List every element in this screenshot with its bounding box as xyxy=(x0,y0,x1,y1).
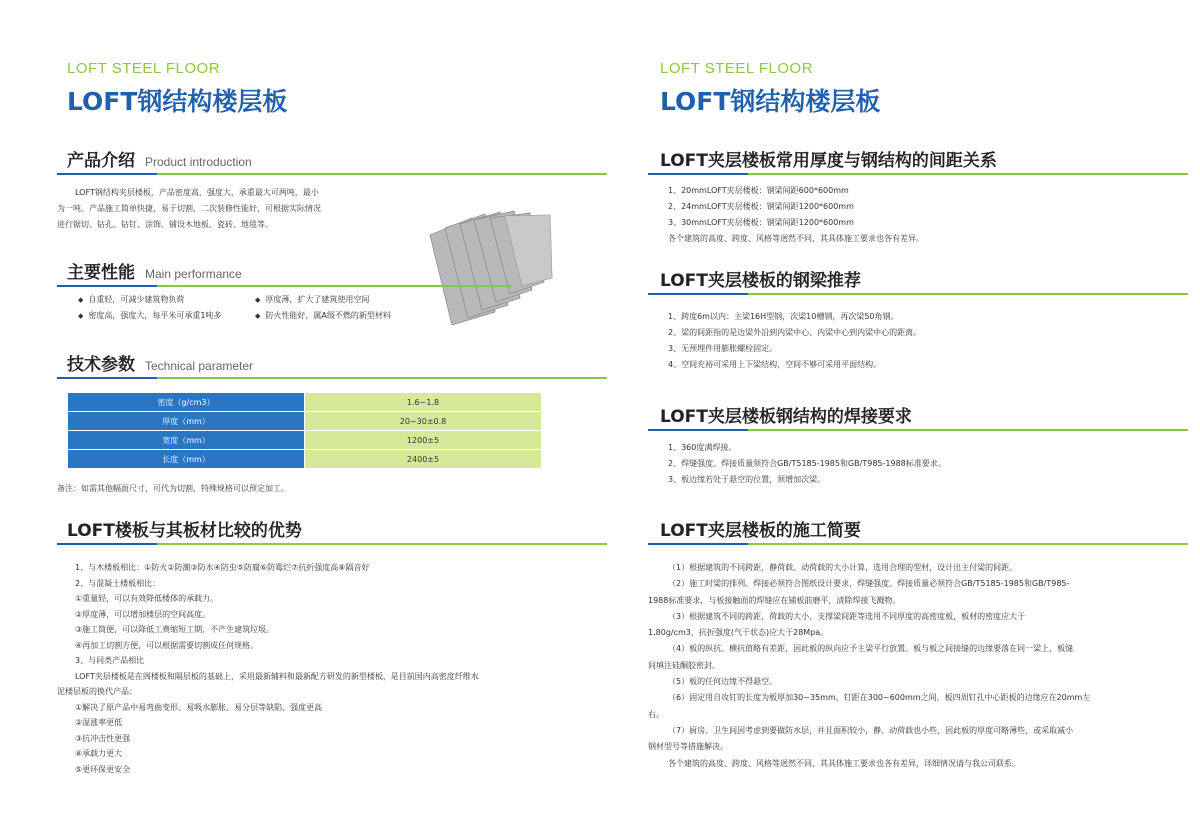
welding-list xyxy=(668,440,946,488)
list-line: ②厚度薄，可以增加楼层的空间高度。 xyxy=(75,609,211,619)
section-title-intro xyxy=(67,146,252,171)
list-line: 泥楼层板的换代产品： xyxy=(57,687,137,696)
list-line: ①解决了原产品中易弯曲变形、易吸水膨胀、易分层等缺陷、强度更高 xyxy=(75,702,323,712)
list-line: ④再加工切割方便，可以根据需要切割成任何规格。 xyxy=(75,640,259,650)
performance-item: ◆ 防火性能好，属A级不燃的新型材料 xyxy=(255,310,391,321)
performance-item: ◆ 密度高，强度大，每平米可承重1吨多 xyxy=(78,310,221,321)
list-line: 2、与混凝土楼板相比： xyxy=(75,578,161,588)
section-title-en: Product introduction xyxy=(145,155,252,169)
list-line: 各个建筑的高度、跨度、风格等迥然不同，其具体施工要求也各有差异。 xyxy=(668,234,924,243)
list-line: 间填注硅酮胶密封。 xyxy=(648,660,720,670)
list-line: 钢材型号等措施解决。 xyxy=(648,742,728,752)
list-line: （6）固定用自攻钉的长度为板厚加30~35mm，钉距在300~600mm之间，板四周钉孔中心距板的边缘应在20mm左 xyxy=(668,693,1091,703)
list-line: 1、跨度6m以内：主梁16H型钢，次梁10槽钢，再次梁50角钢。 xyxy=(668,312,899,321)
list-line: 4、空间充裕可采用上下梁结构，空间不够可采用平面结构。 xyxy=(668,360,882,369)
list-line: （1）根据建筑的不同跨距，静荷载、动荷载的大小计算，选用合理的型材，设计出主付梁的间距。 xyxy=(668,563,1018,572)
list-line: 2、24mmLOFT夹层楼板：钢梁间距1200*600mm xyxy=(668,202,854,211)
list-line: ③抗冲击性更强 xyxy=(75,733,131,743)
param-name: 厚度（mm） xyxy=(68,412,305,431)
list-line: ③施工简便，可以降低工费缩短工期，不产生建筑垃圾。 xyxy=(75,625,275,634)
brand-english: LOFT STEEL FLOOR xyxy=(660,60,814,77)
list-line: （5）板的任何边缘不得悬空。 xyxy=(668,677,778,687)
table-note: 备注：如需其他幅面尺寸，可代为切割，特殊规格可以预定加工。 xyxy=(57,484,289,493)
list-line: 1、20mmLOFT夹层楼板：钢梁间距600*600mm xyxy=(668,186,849,195)
performance-item: ◆ 厚度薄，扩大了建筑使用空间 xyxy=(255,294,369,305)
list-line: ②湿涨率更低 xyxy=(75,718,123,727)
list-line: ⑤更环保更安全 xyxy=(75,764,131,774)
list-line: （3）根据建筑不同的跨距，荷载的大小，支撑梁间距等选用不同厚度的高密度板，板材的密度应大于 xyxy=(668,611,1026,621)
paragraph-line: 进行锯切、钻孔、钻钉、涂饰、铺设木地板、瓷砖、地毯等。 xyxy=(57,220,273,229)
brand-chinese-title: LOFT钢结构楼层板 xyxy=(67,87,288,116)
list-line: 3、30mmLOFT夹层楼板：钢梁间距1200*600mm xyxy=(668,218,854,227)
param-value: 20~30±0.8 xyxy=(305,412,542,431)
list-line: 1988标准要求，与板接触面的焊缝应在铺板前磨平，清除焊接飞溅物。 xyxy=(648,595,901,605)
section-title-construction: LOFT夹层楼板的施工简要 xyxy=(660,521,861,541)
list-line: 1、360度满焊接。 xyxy=(668,443,737,452)
list-line: 1、与木楼板相比：①防火②防潮③防水④防虫⑤防腐⑥防霉烂⑦抗折强度高⑧隔音好 xyxy=(75,563,370,572)
param-value: 1.6~1.8 xyxy=(305,393,542,412)
section-title-en: Technical parameter xyxy=(145,359,254,373)
table-row xyxy=(68,393,542,412)
list-line: ①重量轻，可以有效降低楼体的承载力。 xyxy=(75,594,219,603)
paragraph-line: LOFT钢结构夹层楼板，产品密度高，强度大，承重最大可两吨，最小 xyxy=(75,188,319,197)
list-line: 3、与同类产品相比 xyxy=(75,656,145,665)
section-title-welding: LOFT夹层楼板钢结构的焊接要求 xyxy=(660,407,912,427)
section-title-technical xyxy=(67,350,253,375)
list-line: （7）厨房、卫生间因考虑到要做防水层，并且面积较小，静、动荷载也小些，因此板的厚度可略薄些，或采取减小 xyxy=(668,725,1074,735)
section-title-performance xyxy=(67,258,242,283)
list-line: 3、板边缘若处于悬空的位置，须增加次梁。 xyxy=(668,475,826,484)
brand-chinese-title: LOFT钢结构楼层板 xyxy=(660,87,881,116)
section-title-steel-beam: LOFT夹层楼板的钢梁推荐 xyxy=(660,271,861,291)
list-line: ④承载力更大 xyxy=(75,749,123,758)
param-name: 宽度（mm） xyxy=(68,431,305,450)
technical-parameter-table xyxy=(67,392,542,469)
list-line: 各个建筑的高度、跨度、风格等迥然不同，其具体施工要求也各有差异，详细情况请与我公司联系。 xyxy=(668,758,1020,768)
paragraph-line: 为一吨。产品施工简单快捷，易于切割，二次装修性能好，可根据实际情况 xyxy=(57,204,321,213)
right-page xyxy=(600,0,1200,820)
section-title-cn: 主要性能 xyxy=(67,263,135,283)
floor-board-stack-image xyxy=(410,210,555,325)
section-title-en: Main performance xyxy=(145,267,242,281)
brand-english: LOFT STEEL FLOOR xyxy=(67,60,221,77)
param-value: 2400±5 xyxy=(305,450,542,469)
list-line: 3、无预埋件用膨胀螺栓固定。 xyxy=(668,344,778,353)
table-row xyxy=(68,412,542,431)
section-title-cn: 技术参数 xyxy=(67,355,135,375)
param-name: 长度（mm） xyxy=(68,450,305,469)
steel-beam-list xyxy=(668,309,921,373)
thickness-spacing-list xyxy=(668,183,924,247)
list-line: 2、梁的间距指的是边梁外沿到内梁中心、内梁中心到内梁中心的距离。 xyxy=(668,328,922,337)
performance-item: ◆ 自重轻，可减少建筑物负荷 xyxy=(78,294,184,305)
list-line: （4）板的纵抗、横抗值略有差距，因此板的纵向应予主梁平行放置。板与板之间接缝的边缘要落在同一梁上，板缝 xyxy=(668,644,1074,654)
list-line: 1.80g/cm3，抗折强度(气干状态)应大于28Mpa。 xyxy=(648,628,829,638)
table-row xyxy=(68,450,542,469)
list-line: LOFT夹层楼板是在阁楼板和隔层板的基础上，采用最新辅料和最新配方研发的新型楼板，是目前国内高密度纤维水 xyxy=(75,671,479,681)
list-line: （2）施工时梁的排列、焊接必须符合图纸设计要求，焊缝强度、焊接质量必须符合GB/T5185-1985和GB/T985- xyxy=(668,579,1070,589)
param-value: 1200±5 xyxy=(305,431,542,450)
section-title-thickness-spacing: LOFT夹层楼板常用厚度与钢结构的间距关系 xyxy=(660,151,997,171)
table-row xyxy=(68,431,542,450)
intro-paragraph xyxy=(57,185,321,233)
construction-list xyxy=(648,560,1090,772)
advantage-list xyxy=(57,560,479,777)
section-title-advantage: LOFT楼板与其板材比较的优势 xyxy=(67,521,302,541)
list-line: 2、焊缝强度、焊接质量须符合GB/T5185-1985和GB/T985-1988标准要求。 xyxy=(668,459,946,468)
list-line: 右。 xyxy=(648,709,664,719)
section-title-cn: 产品介绍 xyxy=(67,151,135,171)
param-name: 密度（g/cm3） xyxy=(68,393,305,412)
